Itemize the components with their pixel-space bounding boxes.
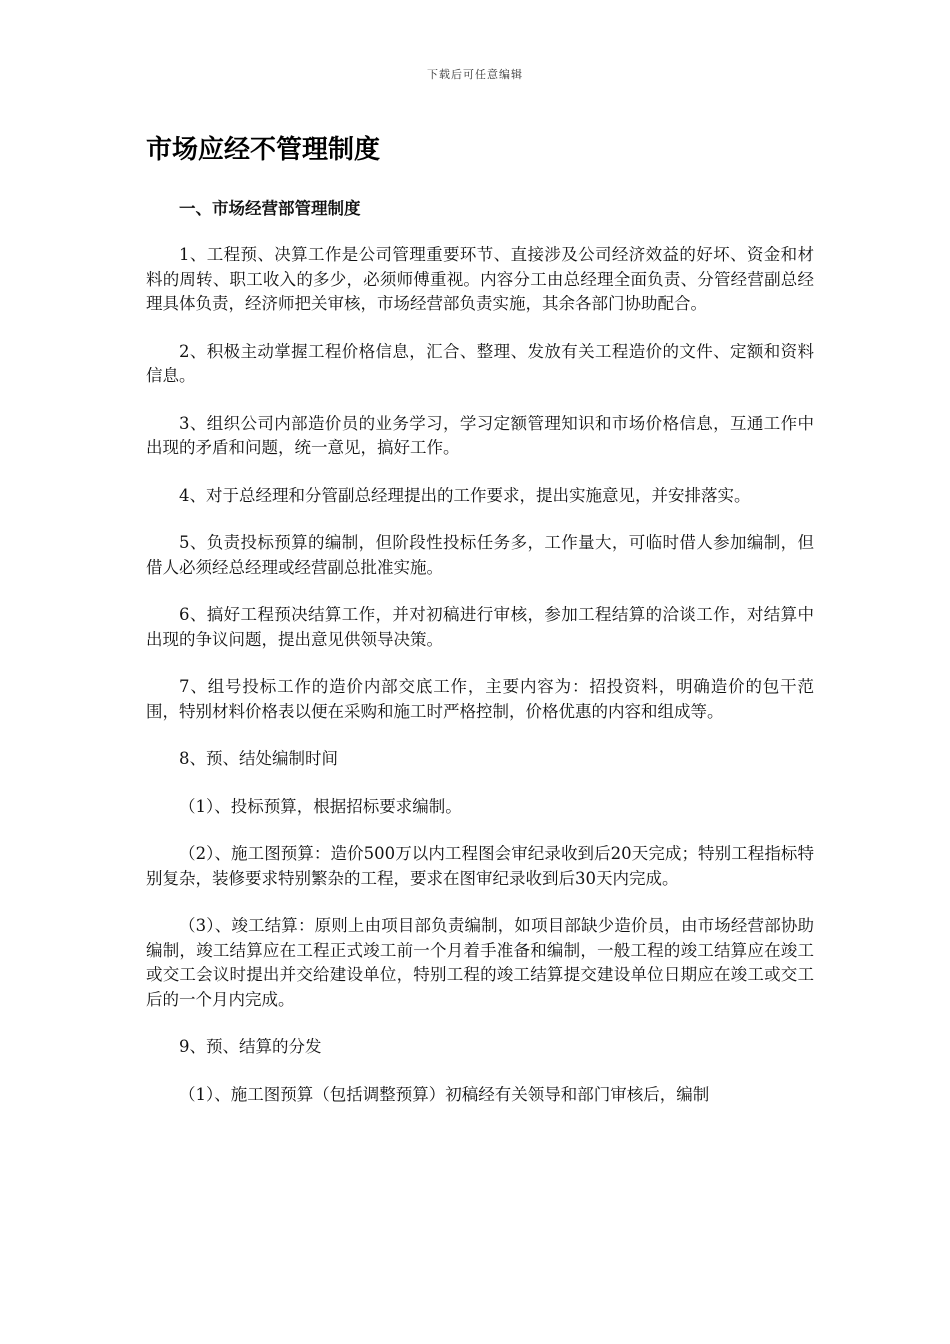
paragraph-9-1: （1）、施工图预算（包括调整预算）初稿经有关领导和部门审核后，编制	[179, 1084, 710, 1104]
paragraph-9: 9、预、结算的分发	[179, 1037, 322, 1056]
paragraph-8-1: （1）、投标预算，根据招标要求编制。	[179, 796, 462, 816]
paragraph-4: 4、对于总经理和分管副总经理提出的工作要求，提出实施意见，并安排落实。	[179, 485, 751, 505]
paragraph-7: 7、组号投标工作的造价内部交底工作，主要内容为：招投资料，明确造价的包干范围，特别材料价格表以便在采购和施工时严格控制，价格优惠的内容和组成等。	[146, 677, 814, 721]
section-heading: 一、市场经营部管理制度	[179, 199, 361, 218]
paragraph-8: 8、预、结处编制时间	[179, 749, 338, 768]
document-body	[146, 196, 814, 1130]
document-title: 市场应经不管理制度	[146, 135, 381, 165]
paragraph-8-2: （2）、施工图预算：造价500万以内工程图会审纪录收到后20天完成；特别工程指标特别复杂，装修要求特别繁杂的工程，要求在图审纪录收到后30天内完成。	[146, 844, 814, 888]
paragraph-2: 2、积极主动掌握工程价格信息，汇合、整理、发放有关工程造价的文件、定额和资料信息。	[146, 341, 814, 385]
header-note: 下载后可任意编辑	[427, 68, 523, 81]
paragraph-3: 3、组织公司内部造价员的业务学习，学习定额管理知识和市场价格信息，互通工作中出现的矛盾和问题，统一意见，搞好工作。	[146, 413, 814, 457]
paragraph-1: 1、工程预、决算工作是公司管理重要环节、直接涉及公司经济效益的好坏、资金和材料的周转、职工收入的多少，必须师傅重视。内容分工由总经理全面负责、分管经营副总经理具体负责，经济师把关审核，市场经营部负责实施，其余各部门协助配合。	[146, 245, 814, 313]
paragraph-6: 6、搞好工程预决结算工作，并对初稿进行审核，参加工程结算的洽谈工作，对结算中出现的争议问题，提出意见供领导决策。	[146, 605, 814, 649]
paragraph-8-3: （3）、竣工结算：原则上由项目部负责编制，如项目部缺少造价员，由市场经营部协助编制，竣工结算应在工程正式竣工前一个月着手准备和编制，一般工程的竣工结算应在竣工或交工会议时提出并交给建设单位，特别工程的竣工结算提交建设单位日期应在竣工或交工后的一个月内完成。	[146, 916, 814, 1009]
paragraph-5: 5、负责投标预算的编制，但阶段性投标任务多，工作量大，可临时借人参加编制，但借人必须经总经理或经营副总批准实施。	[146, 533, 814, 577]
